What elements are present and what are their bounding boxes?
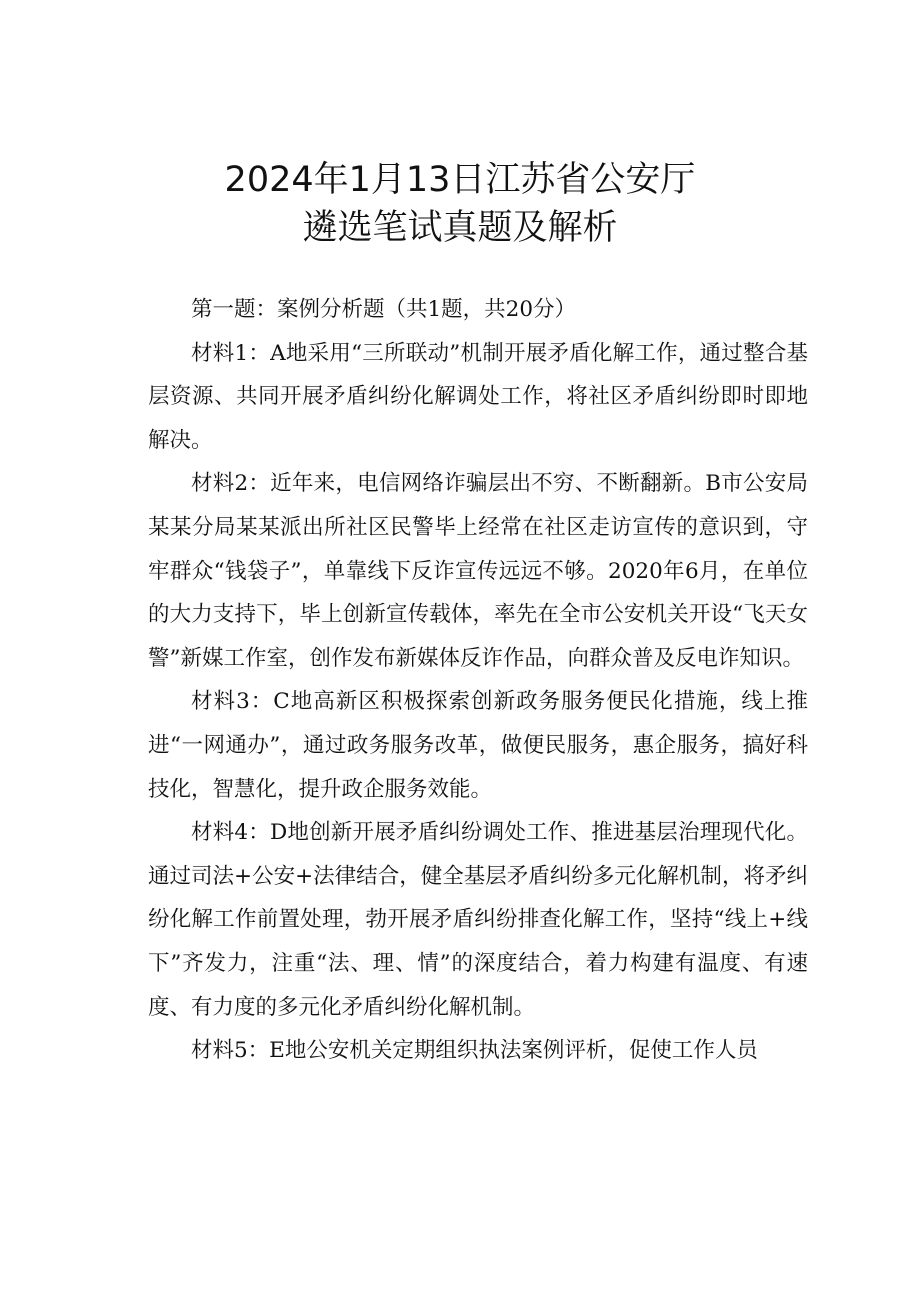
material-4-paragraph: 材料4：D地创新开展矛盾纠纷调处工作、推进基层治理现代化。通过司法+公安+法律结合，健全基层矛盾纠纷多元化解机制，将矛纠纷化解工作前置处理，勃开展矛盾纠纷排查化解工作，坚持“线上+线下”齐发力，注重“法、理、情”的深度结合，着力构建有温度、有速度、有力度的多元化矛盾纠纷化解机制。 <box>148 820 808 1020</box>
material-5-paragraph: 材料5：E地公安机关定期组织执法案例评析，促使工作人员 <box>191 1038 758 1064</box>
question-heading: 第一题：案例分析题（共1题，共20分） <box>191 297 577 322</box>
material-3-paragraph: 材料3：C地高新区积极探索创新政务服务便民化措施，线上推进“一网通办”，通过政务服务改革，做便民服务，惠企服务，搞好科技化，智慧化，提升政企服务效能。 <box>148 689 808 802</box>
document-title-line-1: 2024年1月13日江苏省公安厅 <box>224 160 696 200</box>
document-body <box>148 288 808 1073</box>
document-title-line-2: 遴选笔试真题及解析 <box>302 208 618 248</box>
material-2-paragraph: 材料2：近年来，电信网络诈骗层出不穷、不断翻新。B市公安局某某分局某某派出所社区民警毕上经常在社区走访宣传的意识到，守牢群众“钱袋子”，单靠线下反诈宣传远远不够。2020年6月，在单位的大力支持下，毕上创新宣传载体，率先在全市公安机关开设“飞天女警”新媒工作室，创作发布新媒体反诈作品，向群众普及反电诈知识。 <box>148 471 808 671</box>
material-1-paragraph: 材料1：A地采用“三所联动”机制开展矛盾化解工作，通过整合基层资源、共同开展矛盾纠纷化解调处工作，将社区矛盾纠纷即时即地解决。 <box>148 340 808 453</box>
